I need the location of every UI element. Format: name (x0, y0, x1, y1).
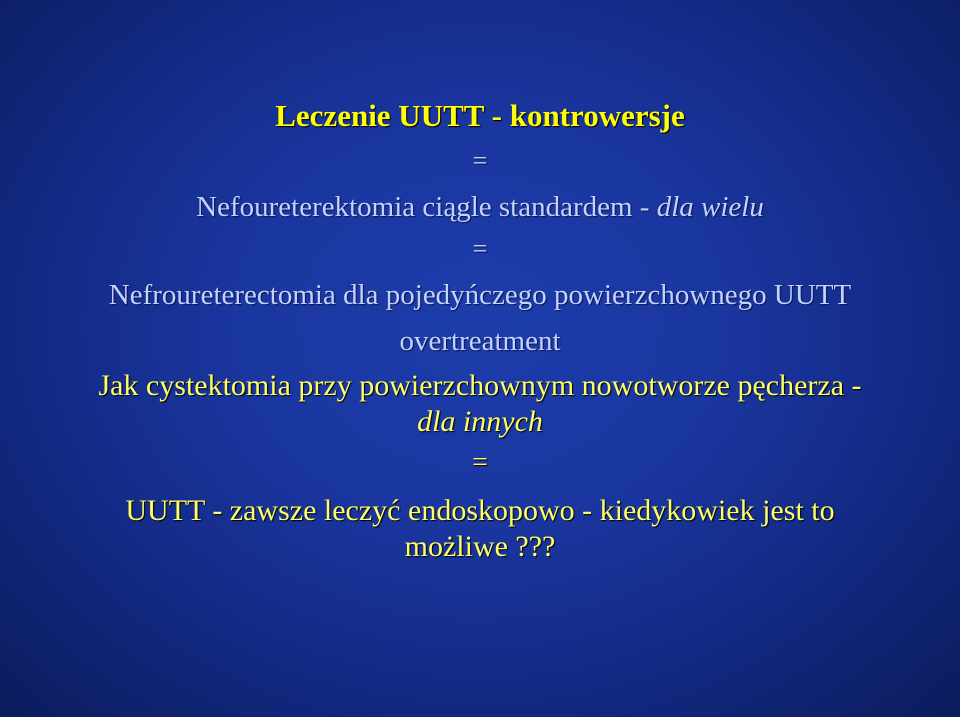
statement-text: Nefoureterektomia ciągle standardem - (196, 191, 657, 223)
statement-nephroureterectomy-single: Nefroureterectomia dla pojedyńczego powierzchownego UUTT (108, 279, 852, 311)
equals-sign-2: = (472, 234, 488, 263)
equals-sign-1: = (472, 146, 488, 175)
equals-sign-3: = (472, 447, 488, 478)
statement-overtreatment: overtreatment (399, 325, 561, 357)
statement-endoscopic-treatment-cont: możliwe ??? (404, 530, 556, 563)
slide-title: Leczenie UUTT - kontrowersje (275, 98, 685, 133)
statement-cystectomy-comparison: Jak cystektomia przy powierzchownym nowotworze pęcherza - (98, 369, 862, 402)
opinion-qualifier: dla wielu (656, 191, 764, 223)
statement-nephroureterectomy-standard (0, 193, 960, 222)
statement-endoscopic-treatment: UUTT - zawsze leczyć endoskopowo - kiedykowiek jest to (125, 494, 835, 527)
opinion-qualifier-others: dla innych (417, 405, 543, 438)
